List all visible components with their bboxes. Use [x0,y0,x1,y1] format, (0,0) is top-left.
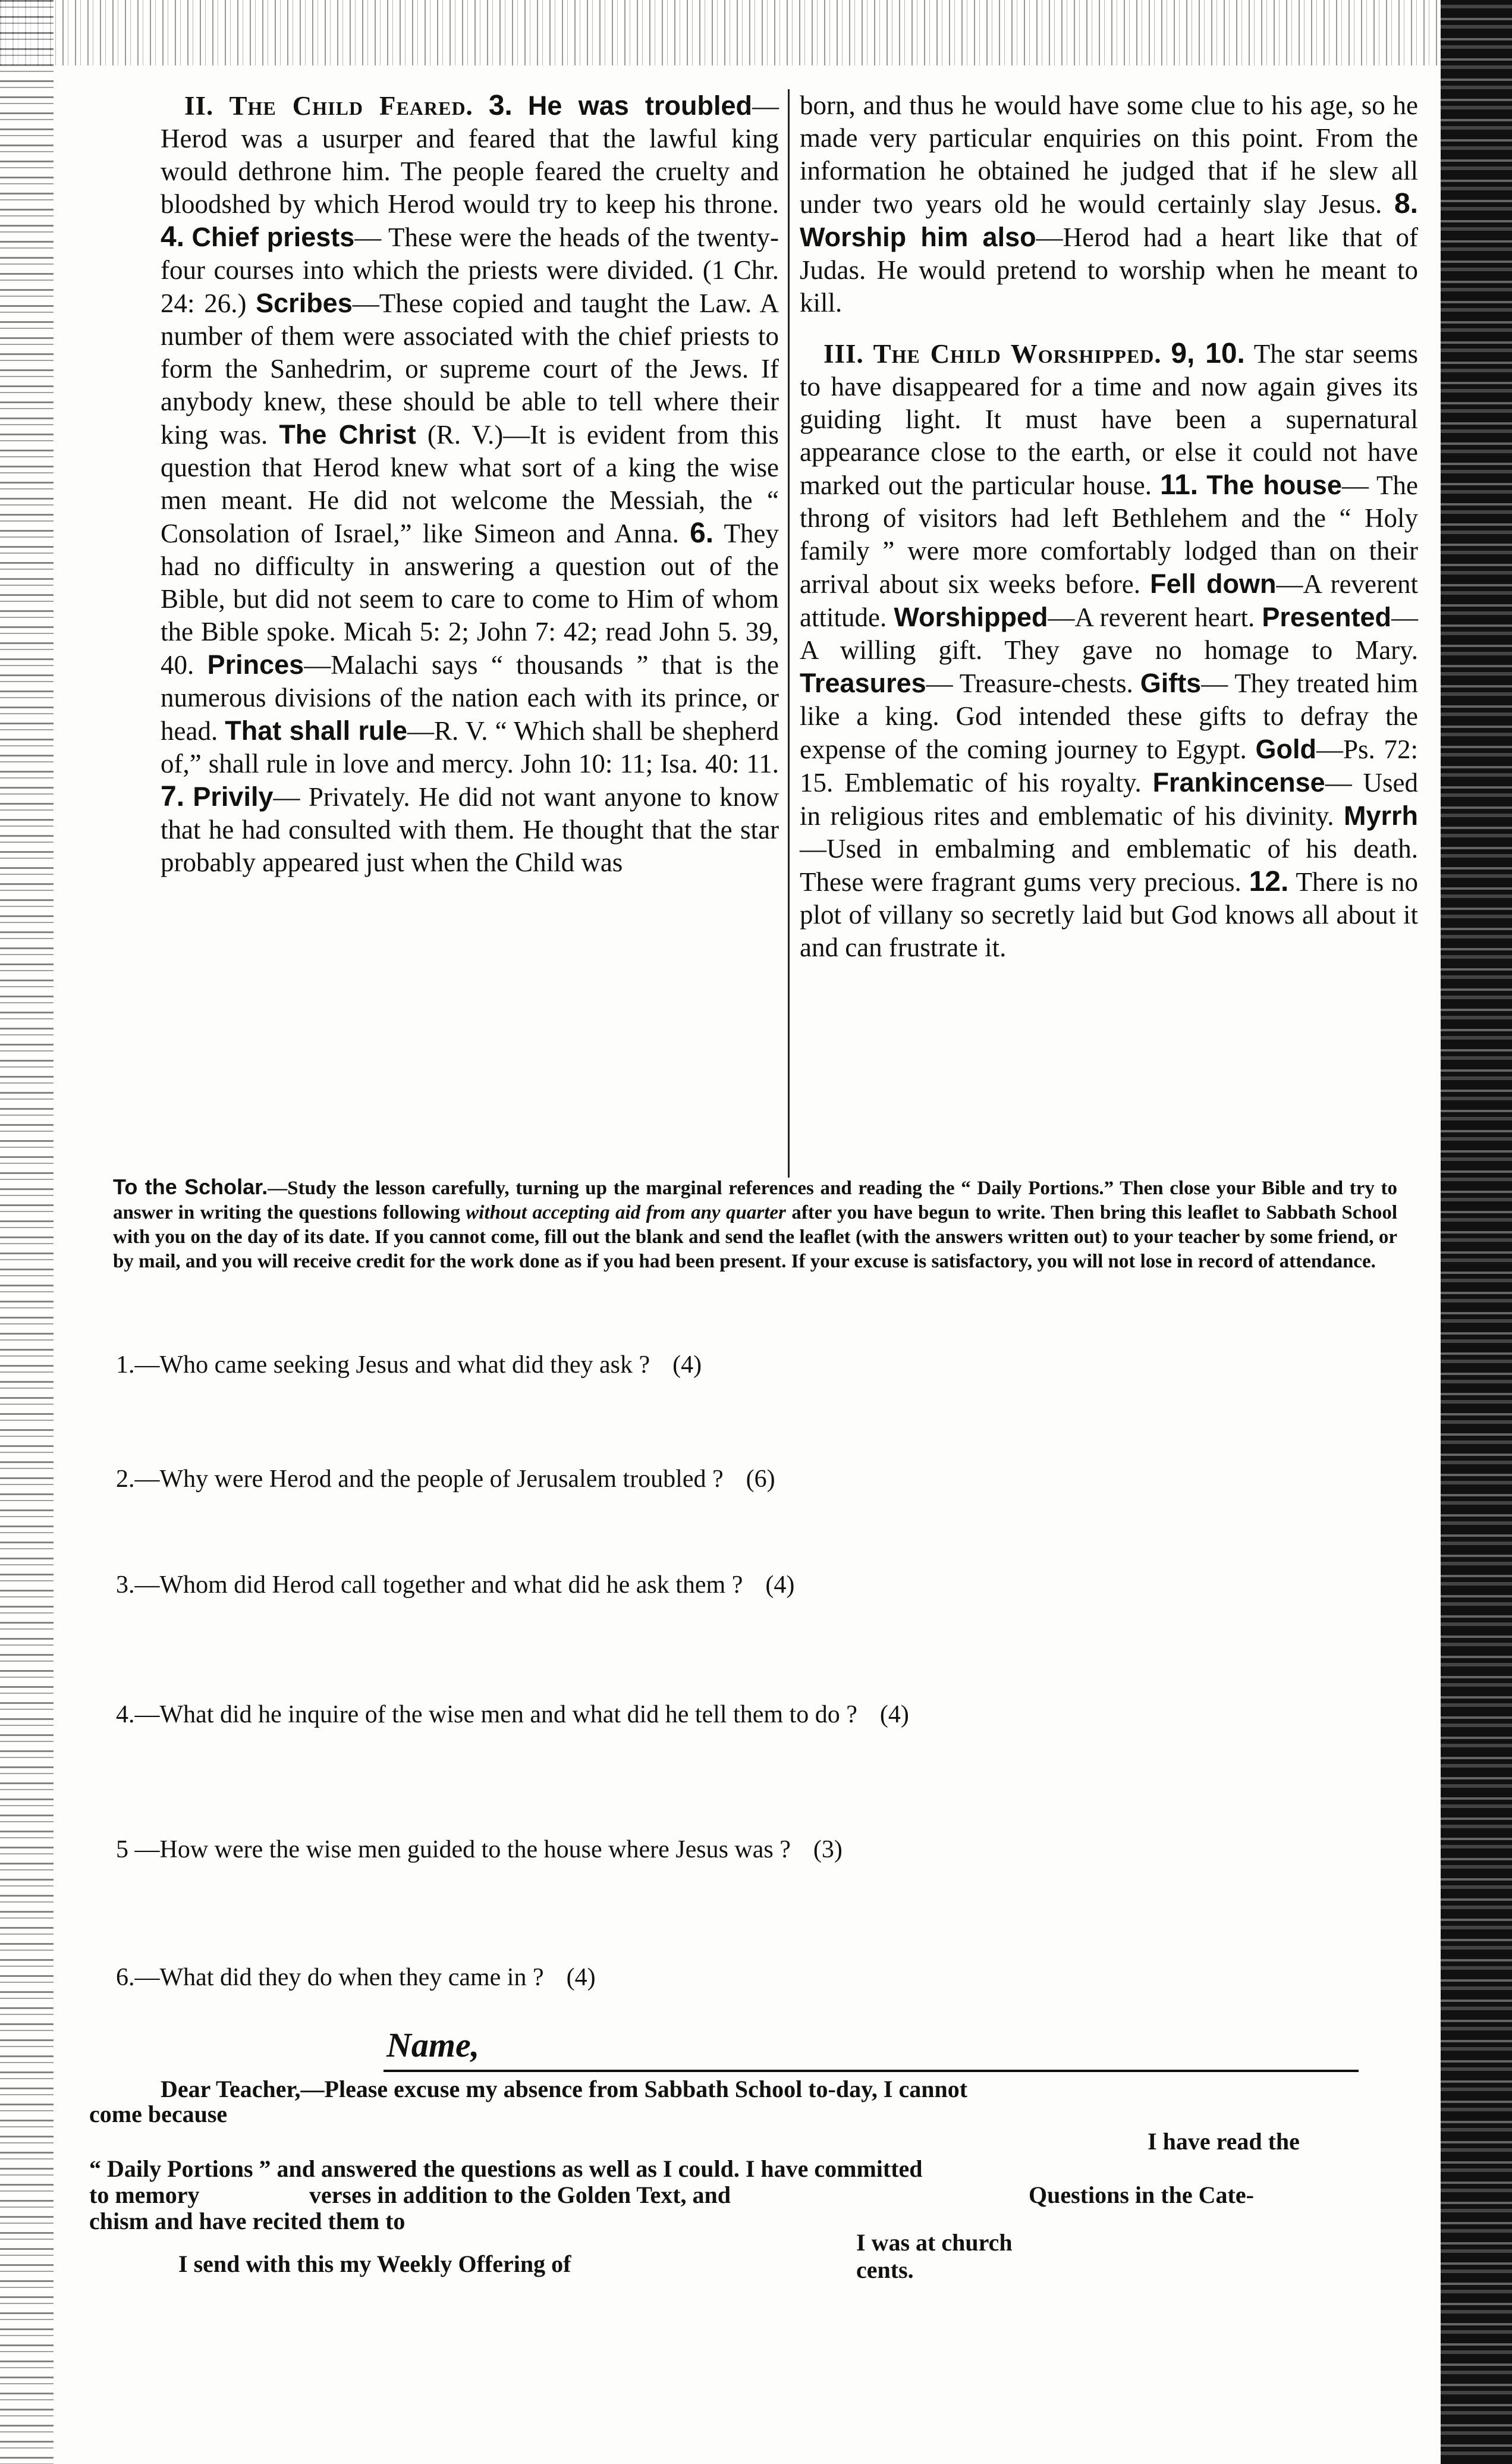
question-5[interactable] [116,1835,843,1865]
keyword: Worshipped [894,602,1048,632]
note-text: They had no difficulty in answering a question out of the Bible, but did not seem to care to come to Him of whom the Bible spoke. Micah 5: 2; John 7: 42; read John 5. 39, 40. [161,519,779,680]
question-2[interactable] [116,1464,775,1494]
question-points: (3) [813,1836,843,1863]
continued-notes [800,89,1418,319]
note-text: — The throng of visitors had left Bethlehem and the “ Holy family ” were more comfortably lodged than on their arrival about six weeks before. [800,470,1418,599]
keyword: Gold [1255,734,1317,764]
note-text: born, and thus he would have some clue to his age, so he made very particular enquiries on this point. From the information he obtained he judged that if he slew all under two years old he would certainly slay Jesus. [800,90,1418,219]
left-column [161,89,779,879]
verse-number: 7. [161,781,185,812]
verse-number: 4. [161,221,185,253]
question-text: 4.—What did he inquire of the wise men and what did he tell them to do ? [116,1701,857,1728]
note-text: — These were the heads of the twenty-four courses into which the priests were divided. (1 Chr. 24: 26.) [161,222,779,318]
scan-border-top [0,0,1512,65]
question-1[interactable] [116,1350,702,1380]
note-text: — They treated him like a king. God intended these gifts to defray the expense of the coming journey to Egypt. [800,668,1419,764]
note-text: —Herod had a heart like that of Judas. He would pretend to worship when he meant to kill. [800,222,1418,318]
excuse-line-6a: chism and have recited them to [89,2208,405,2234]
question-points: (4) [672,1351,702,1379]
note-text: —These copied and taught the Law. A number of them were associated with the chief priests to form the Sanhedrim, or supreme court of the Jews. If anybody knew, these should be able to tell where their king was. [161,288,779,450]
keyword: Privily [193,781,274,812]
name-label: Name, [386,2026,480,2064]
note-text: — Used in religious rites and emblematic of his divinity. [800,768,1419,831]
question-text: 1.—Who came seeking Jesus and what did they ask ? [116,1351,650,1379]
scholar-instructions [113,1175,1397,1274]
right-column [800,89,1418,964]
question-3[interactable] [116,1570,794,1600]
verse-number: 8. [1394,188,1418,219]
note-text: There is no plot of villany so secretly laid but God knows all about it and can frustrate it. [800,867,1419,962]
question-points: (4) [879,1701,909,1728]
question-points: (4) [765,1571,795,1599]
keyword: He was troubled [527,90,753,121]
keyword: Chief priests [191,222,355,252]
verse-number: 3. [488,90,513,121]
verse-number: 12. [1249,866,1289,897]
keyword: Myrrh [1343,801,1419,831]
name-field[interactable] [383,2034,1359,2072]
note-text: —R. V. “ Which shall be shepherd of,” shall rule in love and mercy. John 10: 11; Isa. 40: 11. [161,716,779,779]
question-6[interactable] [116,1963,596,1992]
question-text: 5 —How were the wise men guided to the house where Jesus was ? [116,1836,791,1863]
question-text: 3.—Whom did Herod call together and what did he ask them ? [116,1571,743,1599]
keyword: Frankincense [1152,767,1325,798]
keyword: The house [1206,470,1342,500]
keyword: Princes [207,649,304,680]
section-child-worshipped [800,337,1418,964]
verse-number: 11. [1160,469,1199,501]
keyword: Fell down [1150,569,1277,599]
excuse-line-3: I have read the [1148,2128,1300,2155]
note-text: —Used in embalming and emblematic of his death. These were fragrant gums very precious. [800,834,1418,897]
verse-number: 6. [690,517,714,549]
instructions-text: —Study the lesson carefully, turning up the marginal references and reading the “ Daily Portions.” Then close your Bible and try to answer in writing the questions following [113,1178,1398,1223]
question-text: 6.—What did they do when they came in ? [116,1964,544,1991]
keyword: The Christ [279,419,416,450]
section-child-feared [161,89,779,879]
instructions-text: after you have begun to write. Then bring this leaflet to Sabbath School with you on the day of its date. If you cannot come, fill out the blank and send the leaflet (with the answers written out) to your teacher by some friend, or by mail, and you will receive credit for the work done as if you had been present. If your excuse is satisfactory, you will not lose in record of attendance. [113,1202,1398,1272]
question-4[interactable] [116,1700,909,1729]
keyword: Scribes [256,288,353,318]
excuse-line-5c: Questions in the Cate- [1029,2181,1254,2208]
verse-number: 9, 10. [1171,338,1245,369]
column-divider [788,89,790,1178]
scan-border-left [0,0,54,2464]
scholar-label: To the Scholar. [113,1175,268,1199]
note-text: — Privately. He did not want anyone to know that he had consulted with them. He thought that the star probably appeared just when the Child was [161,782,779,877]
note-text: —A reverent heart. [1048,602,1255,632]
question-points: (4) [566,1964,596,1991]
excuse-line-5a: to memory [89,2181,200,2208]
excuse-line-6b: I was at church [856,2229,1013,2256]
excuse-line-2: come because [89,2101,228,2127]
excuse-line-1: Dear Teacher,—Please excuse my absence from Sabbath School to-day, I cannot [161,2076,968,2102]
section-heading: II. The Child Feared. [184,91,473,121]
note-text: The star seems to have disappeared for a time and now again gives its guiding light. It must have been a supernatural appearance close to the earth, or else it could not have marked out the particular house. [800,339,1419,500]
question-points: (6) [746,1465,775,1493]
keyword: Gifts [1140,668,1202,698]
keyword: That shall rule [225,715,408,746]
note-text: — Treasure-chests. [926,668,1133,698]
note-text: —A willing gift. They gave no homage to Mary. [800,602,1419,665]
keyword: Worship him also [800,222,1036,252]
excuse-line-5b: verses in addition to the Golden Text, and [309,2181,731,2208]
note-text: —Malachi says “ thousands ” that is the numerous divisions of the nation each with its prince, or head. [161,650,779,746]
note-text: —Ps. 72: 15. Emblematic of his royalty. [800,735,1419,798]
excuse-line-7b: cents. [856,2256,914,2283]
excuse-line-4: “ Daily Portions ” and answered the questions as well as I could. I have committed [89,2155,923,2182]
instructions-emphasis: without accepting aid from any quarter [466,1202,786,1223]
keyword: Treasures [800,668,926,698]
excuse-line-7a: I send with this my Weekly Offering of [178,2250,571,2277]
note-text: —Herod was a usurper and feared that the lawful king would dethrone him. The people feared the cruelty and bloodshed by which Herod would try to keep his throne. [161,91,779,219]
section-heading: III. The Child Worshipped. [823,339,1162,369]
note-text: (R. V.)—It is evident from this question that Herod knew what sort of a king the wise men meant. He did not welcome the Messiah, the “ Consolation of Israel,” like Simeon and Anna. [161,420,779,548]
note-text: —A reverent attitude. [800,569,1418,632]
scan-border-right [1441,0,1512,2464]
keyword: Presented [1262,602,1392,632]
question-text: 2.—Why were Herod and the people of Jerusalem troubled ? [116,1465,724,1493]
